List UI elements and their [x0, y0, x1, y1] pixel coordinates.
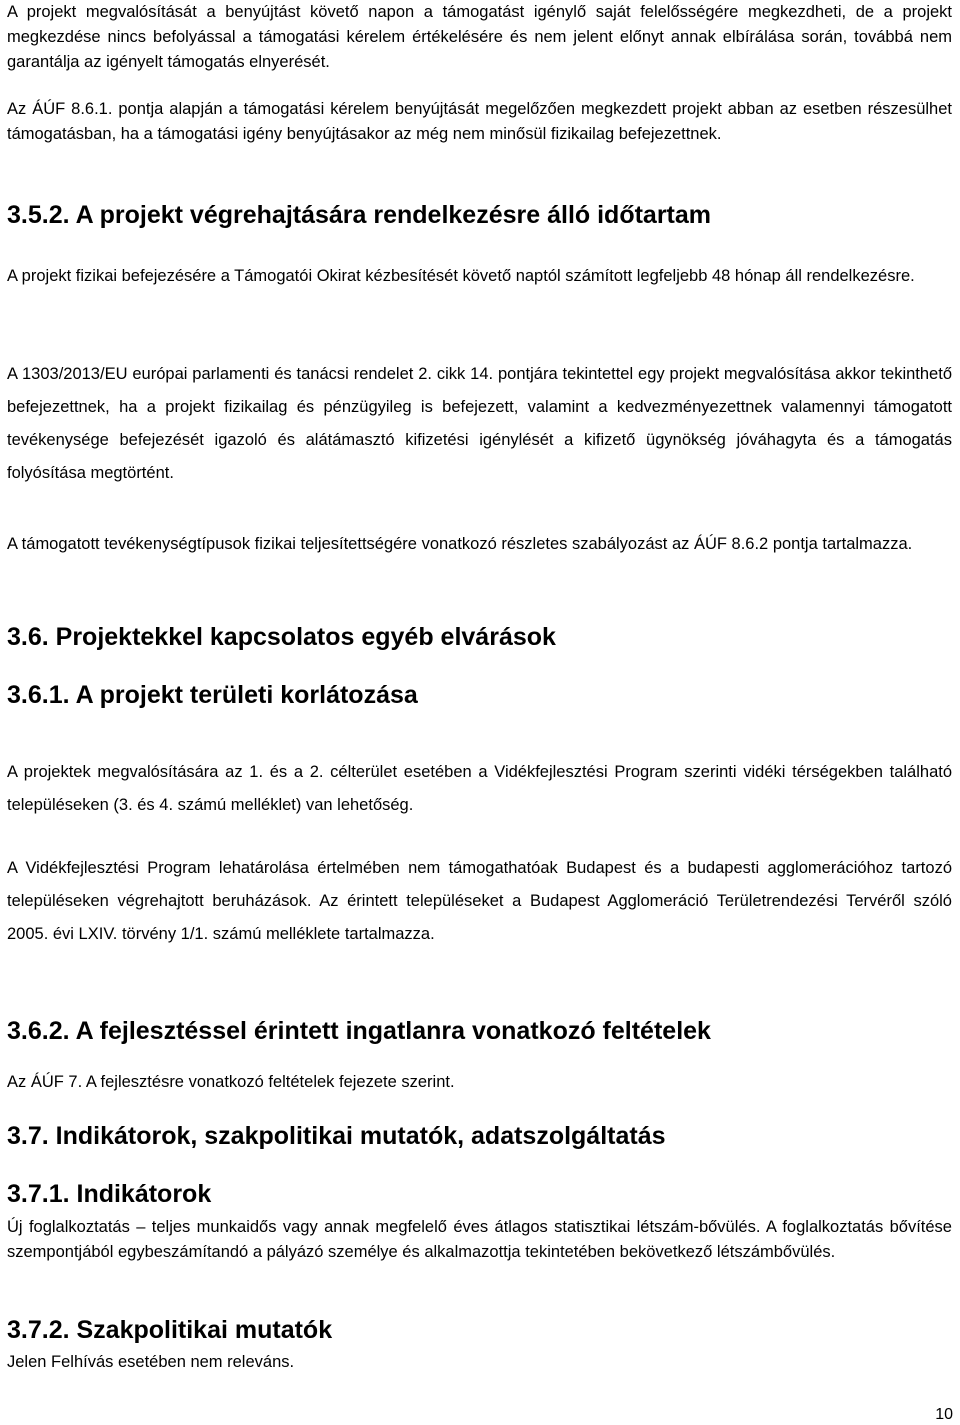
paragraph-policy-indicators: Jelen Felhívás esetében nem releváns. — [7, 1353, 295, 1371]
heading-3-6: 3.6. Projektekkel kapcsolatos egyéb elvárások — [7, 623, 556, 651]
paragraph-auf-861: Az ÁÚF 8.6.1. pontja alapján a támogatási kérelem benyújtását megelőzően megkezdett projekt abban az esetben részesülhet támogatásban, ha a támogatási igény benyújtásakor az még nem minősül fizikailag befejezettnek. — [7, 100, 952, 143]
heading-3-7-2: 3.7.2. Szakpolitikai mutatók — [7, 1316, 333, 1344]
heading-3-6-2: 3.6.2. A fejlesztéssel érintett ingatlanra vonatkozó feltételek — [7, 1017, 711, 1045]
paragraph-budapest: A Vidékfejlesztési Program lehatárolása értelmében nem támogathatóak Budapest és a budapesti agglomerációhoz tartozó településeken végrehajtott beruházások. Az érintett településeket a Budapest Agglomeráció Területrendezési Tervéről szóló 2005. évi LXIV. törvény 1/1. számú melléklete tartalmazza. — [7, 859, 952, 943]
paragraph-activity-types: A támogatott tevékenységtípusok fizikai teljesítettségére vonatkozó részletes szabályozást az ÁÚF 8.6.2 pontja tartalmazza. — [7, 535, 913, 553]
paragraph-real-estate: Az ÁÚF 7. A fejlesztésre vonatkozó feltételek fejezete szerint. — [7, 1073, 455, 1091]
paragraph-48-months: A projekt fizikai befejezésére a Támogatói Okirat kézbesítését követő naptól számított legfeljebb 48 hónap áll rendelkezésre. — [7, 267, 915, 285]
paragraph-target-areas: A projektek megvalósítására az 1. és a 2. célterület esetében a Vidékfejlesztési Program szerinti vidéki térségekben található településeken (3. és 4. számú melléklet) van lehetőség. — [7, 763, 952, 814]
paragraph-project-start: A projekt megvalósítását a benyújtást követő napon a támogatást igénylő saját felelősségére megkezdheti, de a projekt megkezdése nincs befolyással a támogatási kérelem értékelésére és nem jelent előnyt annak elbírálása során, továbbá nem garantálja az igényelt támogatás elnyerését. — [7, 3, 952, 71]
page-number: 10 — [935, 1406, 953, 1423]
paragraph-employment: Új foglalkoztatás – teljes munkaidős vagy annak megfelelő éves átlagos statisztikai létszám-bővülés. A foglalkoztatás bővítése szempontjából egybeszámítandó a pályázó személye és alkalmazottja tekintetében bekövetkező létszámbővülés. — [7, 1218, 952, 1261]
heading-3-5-2: 3.5.2. A projekt végrehajtására rendelkezésre álló időtartam — [7, 201, 712, 229]
paragraph-regulation-1303: A 1303/2013/EU európai parlamenti és tanácsi rendelet 2. cikk 14. pontjára tekintettel egy projekt megvalósítása akkor tekinthető befejezettnek, ha a projekt fizikailag és pénzügyileg is befejezett, valamint a kedvezményezettnek valamennyi támogatott tevékenysége befejezését igazoló és alátámasztó kifizetési igénylését a kifizető ügynökség jóváhagyta és a támogatás folyósítása megtörtént. — [7, 365, 952, 482]
heading-3-6-1: 3.6.1. A projekt területi korlátozása — [7, 681, 418, 709]
heading-3-7: 3.7. Indikátorok, szakpolitikai mutatók, adatszolgáltatás — [7, 1122, 666, 1150]
heading-3-7-1: 3.7.1. Indikátorok — [7, 1180, 212, 1208]
